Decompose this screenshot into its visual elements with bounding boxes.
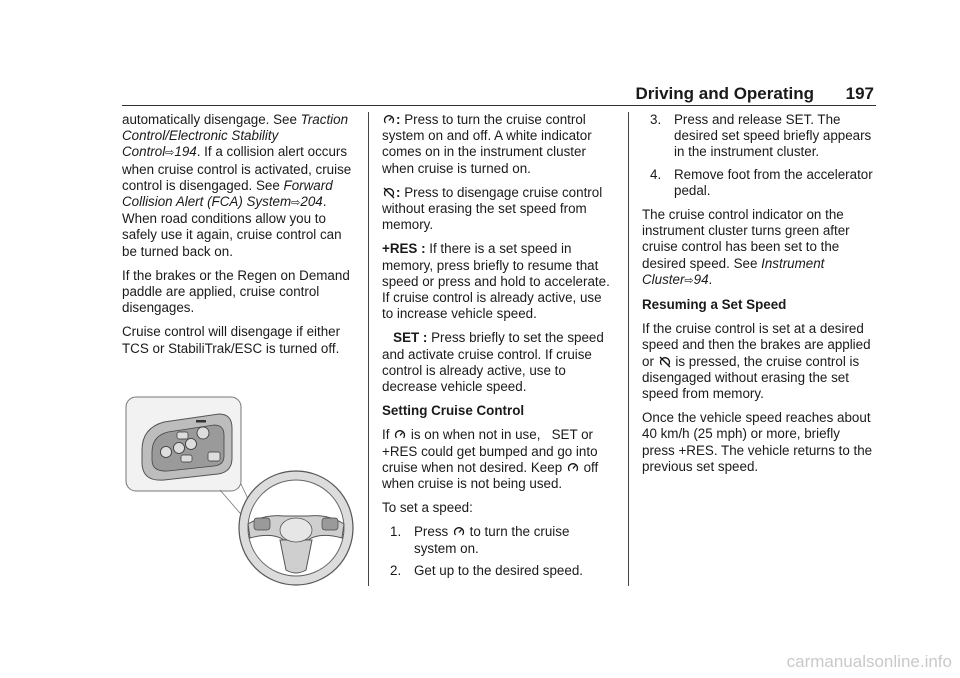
- watermark: carmanualsonline.info: [786, 652, 952, 671]
- column-3: [642, 112, 876, 483]
- list-item: 1. Press to turn the cruise system on.: [390, 524, 570, 556]
- cruise-control-on-off-icon: [567, 462, 579, 474]
- paragraph: : Press to disengage cruise control without erasing the set speed from memory.: [382, 184, 603, 233]
- paragraph: Once the vehicle speed reaches about 40 km/h (25 mph) or more, briefly press +RES. The vehicle returns to the previous set speed.: [642, 410, 873, 474]
- column-divider-2: [628, 112, 629, 586]
- cross-reference-link[interactable]: Traction Control/Electronic Stability Control: [122, 112, 349, 160]
- paragraph: The cruise control indicator on the instrument cluster turns green after cruise control has been set to the desired speed. See Instrument Cluster⇨94.: [642, 207, 850, 287]
- page-reference[interactable]: 94: [693, 271, 709, 287]
- paragraph: If the cruise control is set at a desired speed and then the brakes are applied or is pressed, the cruise control is disengaged without erasing the set speed from memory.: [642, 321, 871, 402]
- paragraph: SET : Press briefly to set the speed and activate cruise control. If cruise control is already active, use to decrease vehicle speed.: [382, 330, 604, 395]
- column-divider-1: [368, 112, 369, 586]
- section-title: Driving and Operating: [635, 84, 814, 103]
- cruise-cancel-icon: [659, 356, 671, 368]
- paragraph: Cruise control will disengage if either TCS or StabiliTrak/ESC is turned off.: [122, 324, 341, 356]
- paragraph: If the brakes or the Regen on Demand paddle are applied, cruise control disengages.: [122, 267, 350, 316]
- list-item: 2. Get up to the desired speed.: [390, 562, 583, 578]
- arrow-icon: ⇨: [291, 197, 301, 210]
- steps-list: [642, 112, 876, 199]
- paragraph: If is on when not in use, SET or +RES could get bumped and go into cruise when not desired. Keep off when cruise is not being used.: [382, 427, 599, 492]
- steps-list: [382, 524, 614, 579]
- cross-reference-link[interactable]: Forward Collision Alert (FCA) System: [122, 177, 333, 210]
- paragraph: automatically disengage. See Traction Control/Electronic Stability Control⇨194. If a collision alert occurs when cruise control is activated, cruise control is disengaged. See Forward Collision Alert (FCA) System⇨204. When road conditions allow you to safely use it again, cruise control can be turned back on.: [122, 112, 352, 259]
- paragraph: +RES : If there is a set speed in memory, press briefly to resume that speed or press and hold to accelerate. If cruise control is already active, use to increase vehicle speed.: [382, 241, 610, 322]
- subheading: Setting Cruise Control: [382, 403, 525, 419]
- arrow-icon: ⇨: [684, 274, 694, 287]
- arrow-icon: ⇨: [165, 147, 175, 160]
- header-rule: [122, 105, 876, 106]
- steering-wheel-illustration: [124, 392, 356, 588]
- subheading: Resuming a Set Speed: [642, 297, 787, 313]
- column-2: [382, 112, 614, 587]
- column-1: [122, 112, 354, 365]
- paragraph: : Press to turn the cruise control system on and off. A white indicator comes on in the instrument cluster when cruise is turned on.: [382, 112, 592, 176]
- page-header: [124, 84, 876, 106]
- list-item: 4. Remove foot from the accelerator pedal.: [650, 166, 873, 198]
- cruise-control-on-off-icon: [453, 526, 465, 538]
- list-item: 3. Press and release SET. The desired set speed briefly appears in the instrument cluster.: [650, 112, 872, 160]
- page-reference[interactable]: 204: [300, 194, 323, 210]
- cruise-cancel-icon: [383, 187, 395, 199]
- page-reference[interactable]: 194: [174, 144, 197, 160]
- paragraph: To set a speed:: [382, 500, 473, 516]
- cruise-control-on-off-icon: [383, 114, 395, 126]
- cruise-control-on-off-icon: [394, 429, 406, 441]
- cross-reference-link[interactable]: Instrument Cluster: [642, 255, 825, 287]
- page-number: 197: [845, 84, 874, 103]
